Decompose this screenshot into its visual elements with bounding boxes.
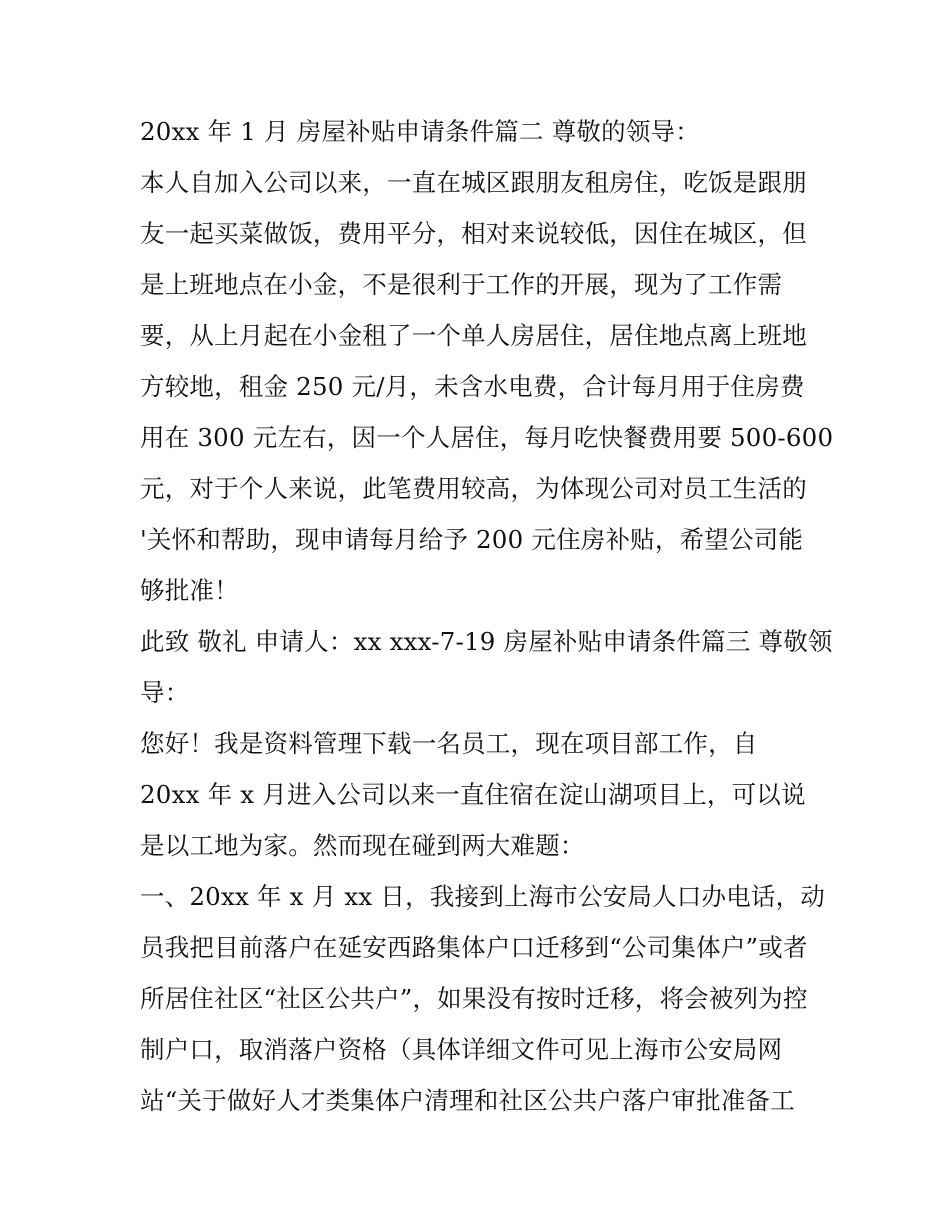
text-line: 本人自加入公司以来，一直在城区跟朋友租房住，吃饭是跟朋 bbox=[140, 168, 807, 197]
text-line: 站“关于做好人才类集体户清理和社区公共户落户审批准备工 bbox=[140, 1086, 795, 1115]
text-line: 20xx 年 1 月 房屋补贴申请条件篇二 尊敬的领导： bbox=[140, 117, 700, 146]
text-line: 您好！我是资料管理下载一名员工，现在项目部工作，自 bbox=[140, 729, 758, 758]
text-line: 元，对于个人来说，此笔费用较高，为体现公司对员工生活的 bbox=[140, 474, 807, 503]
text-line: 此致 敬礼 申请人：xx xxx-7-19 房屋补贴申请条件篇三 尊敬领 bbox=[140, 627, 833, 656]
text-line: 20xx 年 x 月进入公司以来一直住宿在淀山湖项目上，可以说 bbox=[140, 780, 806, 809]
text-line: 是上班地点在小金，不是很利于工作的开展，现为了工作需 bbox=[140, 270, 783, 299]
text-line: 导： bbox=[140, 678, 190, 707]
text-line: 员我把目前落户在延安西路集体户口迁移到“公司集体户”或者 bbox=[140, 933, 808, 962]
text-line: 方较地，租金 250 元/月，未含水电费，合计每月用于住房费 bbox=[140, 372, 805, 401]
document-body bbox=[140, 106, 834, 1126]
text-line: 够批准！ bbox=[140, 576, 239, 605]
text-line: '关怀和帮助，现申请每月给予 200 元住房补贴，希望公司能 bbox=[140, 525, 804, 554]
text-line: 要，从上月起在小金租了一个单人房居住，居住地点离上班地 bbox=[140, 321, 807, 350]
text-line: 友一起买菜做饭，费用平分，相对来说较低，因住在城区，但 bbox=[140, 219, 807, 248]
text-line: 制户口，取消落户资格（具体详细文件可见上海市公安局网 bbox=[140, 1035, 783, 1064]
text-line: 是以工地为家。然而现在碰到两大难题： bbox=[140, 831, 585, 860]
text-line: 所居住社区“社区公共户”，如果没有按时迁移，将会被列为控 bbox=[140, 984, 808, 1013]
text-line: 一、20xx 年 x 月 xx 日，我接到上海市公安局人口办电话，动 bbox=[140, 882, 825, 911]
text-line: 用在 300 元左右，因一个人居住，每月吃快餐费用要 500-600 bbox=[140, 423, 834, 452]
